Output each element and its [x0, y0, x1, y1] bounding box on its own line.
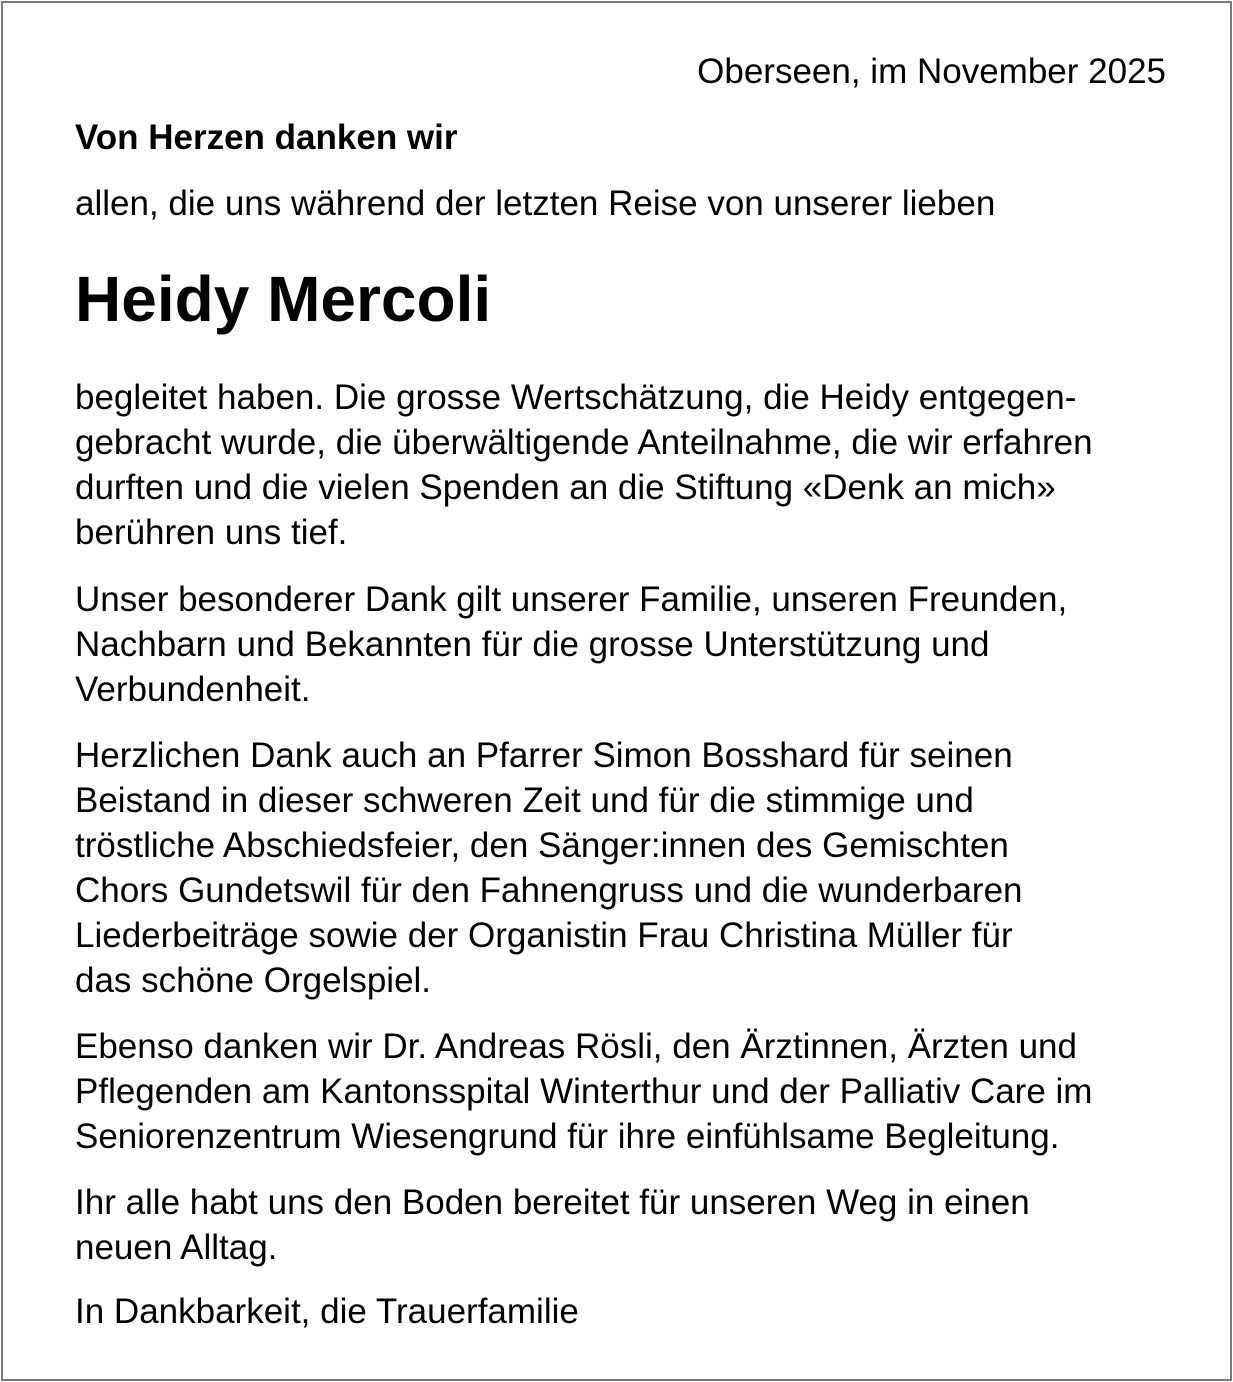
text-line: Beistand in dieser schweren Zeit und für die stimmige und — [75, 781, 974, 820]
text-line: Unser besonderer Dank gilt unserer Familie, unseren Freunden, — [75, 580, 1068, 619]
deceased-name: Heidy Mercoli — [75, 263, 492, 335]
place-date: Oberseen, im November 2025 — [697, 52, 1166, 91]
text-line: berühren uns tief. — [75, 513, 348, 552]
text-line: Ebenso danken wir Dr. Andreas Rösli, den Ärztinnen, Ärzten und — [75, 1027, 1077, 1066]
closing-signature: In Dankbarkeit, die Trauerfamilie — [75, 1292, 579, 1331]
paragraph-ceremony-thanks — [75, 733, 1023, 1003]
thanks-heading: Von Herzen danken wir — [75, 118, 458, 157]
notice-frame — [1, 1, 1232, 1381]
text-line: gebracht wurde, die überwältigende Anteilnahme, die wir erfahren — [75, 423, 1093, 462]
text-line: Seniorenzentrum Wiesengrund für ihre einfühlsame Begleitung. — [75, 1117, 1060, 1156]
text-line: Herzlichen Dank auch an Pfarrer Simon Bosshard für seinen — [75, 736, 1013, 775]
paragraph-medical-thanks — [75, 1024, 1092, 1159]
text-line: Verbundenheit. — [75, 670, 311, 709]
text-line: das schöne Orgelspiel. — [75, 961, 432, 1000]
text-line: Ihr alle habt uns den Boden bereitet für unseren Weg in einen — [75, 1183, 1030, 1222]
intro-text: allen, die uns während der letzten Reise von unserer lieben — [75, 184, 996, 223]
text-line: Chors Gundetswil für den Fahnengruss und die wunderbaren — [75, 871, 1023, 910]
text-line: begleitet haben. Die grosse Wertschätzung, die Heidy entgegen- — [75, 378, 1077, 417]
text-line: neuen Alltag. — [75, 1228, 278, 1267]
paragraph-final-thanks — [75, 1180, 1030, 1270]
paragraph-family-thanks — [75, 577, 1067, 712]
text-line: Liederbeiträge sowie der Organistin Frau Christina Müller für — [75, 916, 1013, 955]
text-line: durften und die vielen Spenden an die Stiftung «Denk an mich» — [75, 468, 1056, 507]
paragraph-appreciation — [75, 375, 1093, 555]
text-line: Pflegenden am Kantonsspital Winterthur und der Palliativ Care im — [75, 1072, 1093, 1111]
text-line: Nachbarn und Bekannten für die grosse Unterstützung und — [75, 625, 990, 664]
text-line: tröstliche Abschiedsfeier, den Sänger:innen des Gemischten — [75, 826, 1009, 865]
